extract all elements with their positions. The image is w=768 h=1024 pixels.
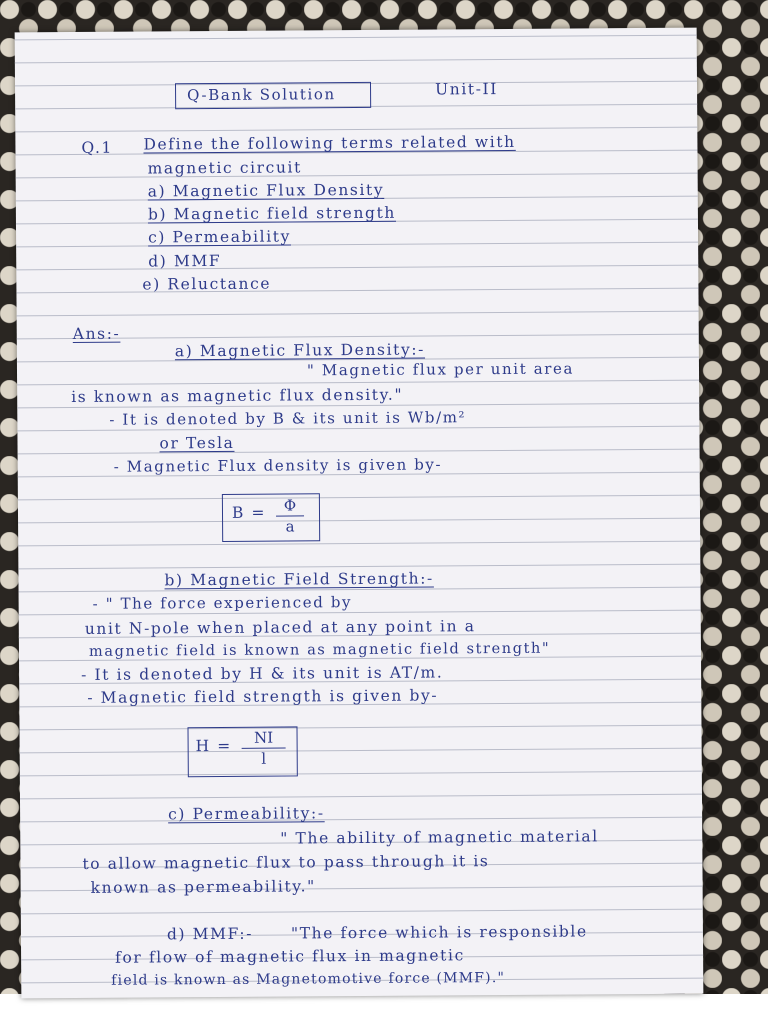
question-item-c: c) Permeability <box>148 227 292 247</box>
flux-density-formula-lhs: B = <box>231 503 267 522</box>
question-line-1: Define the following terms related with <box>143 132 516 154</box>
page-title: Q-Bank Solution <box>187 85 336 105</box>
flux-density-fraction <box>276 496 304 535</box>
field-strength-def-3: magnetic field is known as magnetic field strength" <box>88 640 551 660</box>
flux-density-def-2: is known as magnetic flux density." <box>71 385 404 407</box>
permeability-def-3: known as permeability." <box>90 877 316 897</box>
question-line-2: magnetic circuit <box>147 158 302 178</box>
field-strength-heading: b) Magnetic Field Strength:- <box>164 569 434 590</box>
permeability-heading: c) Permeability:- <box>168 804 325 824</box>
question-item-d: d) MMF <box>148 251 222 271</box>
permeability-def-1: " The ability of magnetic material <box>280 827 599 848</box>
mmf-def-3: field is known as Magnetomotive force (MMF)." <box>111 969 506 989</box>
flux-density-numerator: Φ <box>283 496 297 515</box>
field-strength-numerator: NI <box>253 728 274 747</box>
flux-density-def-1: " Magnetic flux per unit area <box>306 359 575 380</box>
permeability-def-2: to allow magnetic flux to pass through it is <box>82 852 490 873</box>
field-strength-denominator: l <box>261 749 267 768</box>
flux-density-denominator: a <box>285 517 295 536</box>
question-number: Q.1 <box>81 138 114 157</box>
unit-label: Unit-II <box>434 80 499 99</box>
question-item-e: e) Reluctance <box>142 274 272 294</box>
answer-label: Ans:- <box>72 324 121 343</box>
field-strength-fraction <box>242 729 286 768</box>
question-item-a: a) Magnetic Flux Density <box>147 180 385 201</box>
flux-density-point-2: - Magnetic Flux density is given by- <box>113 455 443 476</box>
notebook-page <box>15 28 704 999</box>
mmf-heading: d) MMF:- <box>166 924 254 944</box>
field-strength-point-1: - It is denoted by H & its unit is AT/m. <box>81 663 444 684</box>
bottom-margin <box>0 994 768 1024</box>
flux-density-point-1a: - It is denoted by B & its unit is Wb/m² <box>109 408 467 429</box>
mmf-def-1: "The force which is responsible <box>290 922 588 943</box>
field-strength-def-2: unit N-pole when placed at any point in a <box>84 617 476 638</box>
question-item-b: b) Magnetic field strength <box>147 203 397 224</box>
mmf-def-2: for flow of magnetic flux in magnetic <box>115 946 465 967</box>
flux-density-point-1b: or Tesla <box>159 433 235 453</box>
field-strength-def-1: - " The force experienced by <box>92 593 353 613</box>
field-strength-point-2: - Magnetic field strength is given by- <box>87 686 439 707</box>
flux-density-heading: a) Magnetic Flux Density:- <box>174 340 426 361</box>
field-strength-formula-lhs: H = <box>195 736 232 756</box>
